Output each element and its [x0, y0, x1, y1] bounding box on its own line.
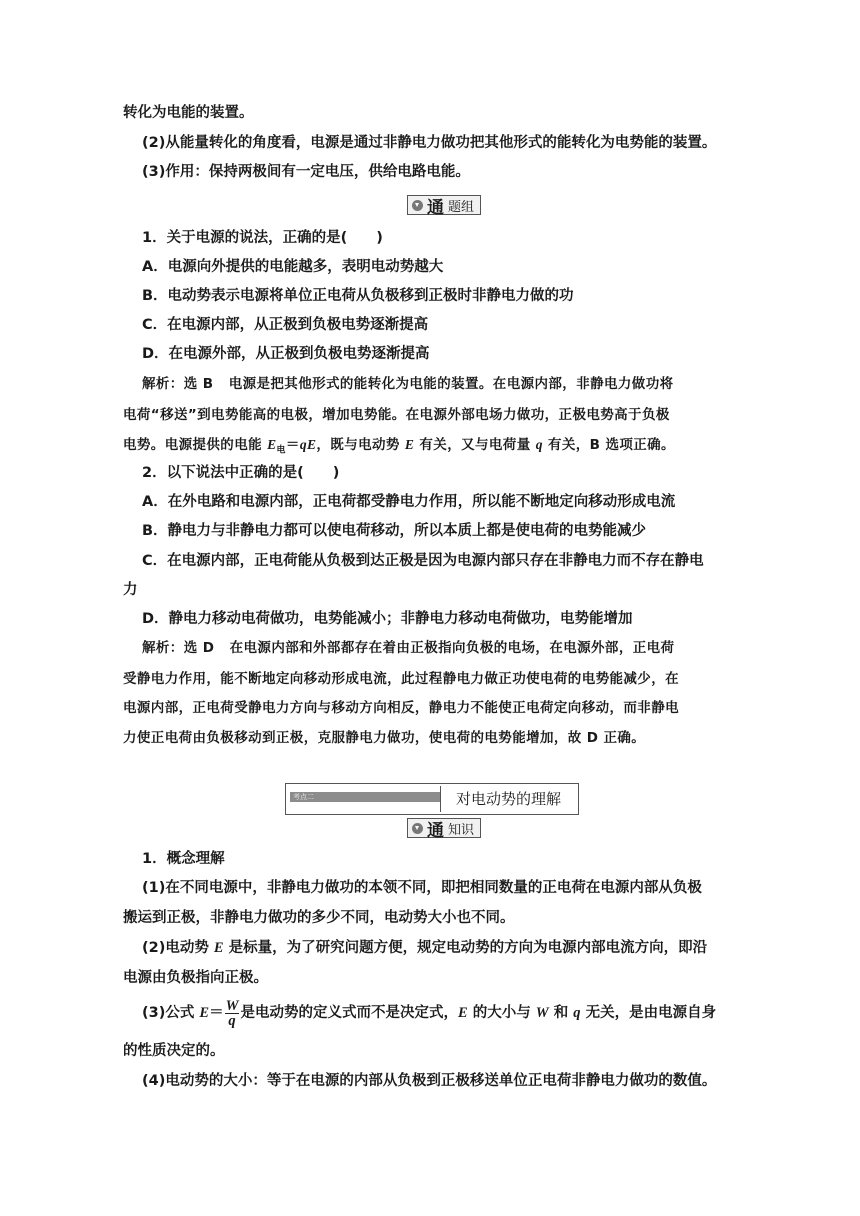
analysis-line: 电源内部，正电荷受静电力方向与移动方向相反，静电力不能使正电荷定向移动，而非静电 — [123, 700, 679, 716]
analysis-label: 解析：选 B — [142, 376, 214, 392]
text-line: 的性质决定的。 — [123, 1043, 225, 1059]
text-line — [142, 938, 707, 958]
question-stem: 2．以下说法中正确的是( ) — [142, 465, 340, 481]
analysis-text: ，既与电动势 — [316, 437, 405, 453]
text: 是标量，为了研究问题方便，规定电动势的方向为电源内部电流方向，即沿 — [223, 940, 708, 956]
var-e: E — [404, 437, 415, 452]
analysis-label: 解析：选 D — [142, 640, 215, 656]
analysis-text: 有关，B 选项正确。 — [542, 437, 675, 453]
equals: ＝ — [285, 437, 300, 453]
analysis-line: 受静电力作用，能不断地定向移动形成电流，此过程静电力做正功使电荷的电势能减少，在 — [123, 671, 679, 687]
text-line: 搬运到正极，非静电力做功的多少不同，电动势大小也不同。 — [123, 910, 515, 926]
text-line: 转化为电能的装置。 — [123, 105, 254, 121]
tongzhishi-badge — [407, 818, 481, 841]
text: 无关，是由电源自身 — [580, 1005, 717, 1021]
analysis-line — [123, 435, 675, 461]
down-arrow-icon — [412, 823, 423, 834]
analysis-line: 电荷“移送”到电势能高的电极，增加电势能。在电源外部电场力做功，正极电势高于负极 — [123, 407, 670, 423]
text: (2)电动势 — [142, 940, 214, 956]
badge-label: 题组 — [448, 199, 475, 215]
analysis-line: 力使正电荷由负极移动到正极，克服静电力做功，使电荷的电势能增加，故 D 正确。 — [123, 730, 646, 746]
denominator: q — [228, 1012, 236, 1029]
analysis-line — [142, 374, 674, 394]
analysis-text: 电势。电源提供的电能 — [123, 437, 268, 453]
text: 的大小与 — [467, 1005, 536, 1021]
subscript: 电 — [276, 445, 286, 456]
var-qe: qE — [299, 437, 317, 452]
text-line: 电源由负极指向正极。 — [123, 970, 268, 986]
fraction-w-over-q — [225, 999, 240, 1028]
analysis-line — [142, 638, 674, 658]
var-e: E — [457, 1005, 468, 1021]
text-line: (4)电动势的大小：等于在电源的内部从负极到正极移送单位正电荷非静电力做功的数值。 — [142, 1073, 717, 1089]
text-line: (3)作用：保持两极间有一定电压，供给电路电能。 — [142, 164, 470, 180]
formula-line — [142, 996, 716, 1030]
numerator: W — [225, 997, 239, 1014]
var-e: E — [267, 437, 277, 452]
option-d: D．在电源外部，从正极到负极电势逐渐提高 — [142, 346, 430, 362]
var-e: E — [213, 940, 224, 956]
badge-label: 知识 — [448, 822, 475, 838]
knowledge-heading: 1．概念理解 — [142, 851, 225, 867]
option-c: C．在电源内部，正电荷能从负极到达正极是因为电源内部只存在非静电力而不存在静电 — [142, 553, 704, 569]
text: 和 — [548, 1005, 574, 1021]
analysis-text: 有关，又与电荷量 — [414, 437, 536, 453]
analysis-text: 电源是把其他形式的能转化为电能的装置。在电源内部，非静电力做功将 — [228, 376, 674, 392]
option-b: B．电动势表示电源将单位正电荷从负极移到正极时非静电力做的功 — [142, 288, 574, 304]
option-d: D．静电力移动电荷做功，电势能减小；非静电力移动电荷做功，电势能增加 — [142, 611, 633, 627]
section-header — [285, 783, 579, 815]
tongtizu-badge — [407, 195, 481, 218]
option-b: B．静电力与非静电力都可以使电荷移动，所以本质上都是使电荷的电势能减少 — [142, 523, 647, 539]
option-a: A．在外电路和电源内部，正电荷都受静电力作用，所以能不断地定向移动形成电流 — [142, 494, 676, 510]
section-title: 对电动势的理解 — [456, 790, 562, 808]
option-c-cont: 力 — [123, 582, 138, 598]
question-stem: 1．关于电源的说法，正确的是( ) — [142, 230, 383, 246]
text-line: (1)在不同电源中，非静电力做功的本领不同，即把相同数量的正电荷在电源内部从负极 — [142, 880, 702, 896]
var-q: q — [573, 1005, 581, 1021]
text: 是电动势的定义式而不是决定式， — [240, 1005, 458, 1021]
analysis-text: 在电源内部和外部都存在着由正极指向负极的电场，在电源外部，正电荷 — [229, 640, 675, 656]
section-tag-label: 考点二 — [293, 793, 314, 801]
text-line: (2)从能量转化的角度看，电源是通过非静电力做功把其他形式的能转化为电势能的装置。 — [142, 135, 717, 151]
var-q: q — [535, 437, 543, 452]
divider — [440, 786, 441, 812]
text: (3)公式 — [142, 1005, 200, 1021]
var-w: W — [535, 1005, 549, 1021]
option-c: C．在电源内部，从正极到负极电势逐渐提高 — [142, 317, 429, 333]
option-a: A．电源向外提供的电能越多，表明电动势越大 — [142, 259, 444, 275]
equals: ＝ — [209, 1005, 224, 1021]
badge-big-char: 通 — [427, 820, 444, 841]
badge-big-char: 通 — [427, 197, 444, 218]
down-arrow-icon — [412, 200, 423, 211]
var-e: E — [199, 1005, 210, 1021]
